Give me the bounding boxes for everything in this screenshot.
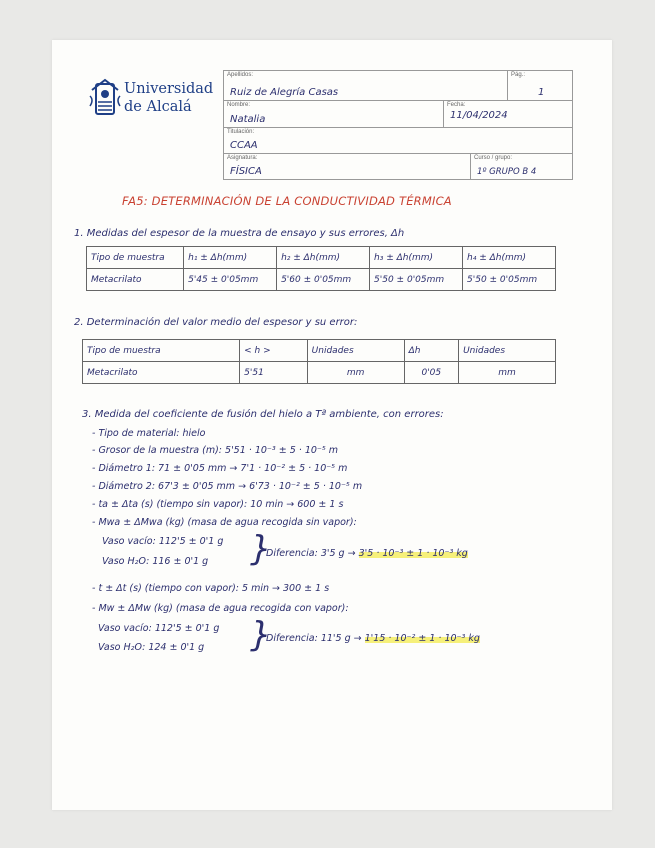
table-header-cell: Unidades — [459, 340, 556, 362]
time-no-vapor-line: - ta ± Δta (s) (tiempo sin vapor): 10 min → 600 ± 1 s — [92, 499, 344, 510]
difference1-result: 3'5 · 10⁻³ ± 1 · 10⁻³ kg — [358, 548, 468, 559]
field-label: Pág.: — [511, 72, 526, 78]
table-header-cell: Unidades — [307, 340, 404, 362]
field-label: Apellidos: — [227, 72, 254, 78]
mass-no-vapor-line: - Mwa ± ΔMwa (kg) (masa de agua recogida sin vapor): — [92, 517, 357, 528]
field-label: Asignatura: — [227, 155, 258, 161]
time-vapor-line: - t ± Δt (s) (tiempo con vapor): 5 min → 300 ± 1 s — [92, 583, 330, 594]
section3-heading: 3. Medida del coeficiente de fusión del hielo a Tª ambiente, con errores: — [82, 409, 444, 420]
field-curso — [471, 154, 572, 179]
document-sheet — [52, 40, 612, 810]
field-label: Fecha: — [447, 102, 466, 108]
table-cell: mm — [459, 362, 556, 384]
brace-icon: } — [250, 615, 272, 655]
field-pag — [508, 71, 572, 101]
table-header-cell: h₃ ± Δh(mm) — [370, 247, 463, 269]
water-glass-line: Vaso H₂O: 116 ± 0'1 g — [102, 556, 209, 567]
university-crest-icon — [88, 78, 122, 120]
table-header-cell: Tipo de muestra — [83, 340, 240, 362]
field-value: 11/04/2024 — [450, 110, 508, 121]
difference2-result: 1'15 · 10⁻² ± 1 · 10⁻³ kg — [364, 633, 480, 644]
field-label: Curso / grupo: — [474, 155, 513, 161]
table-row — [83, 362, 556, 384]
thickness-table — [86, 246, 556, 291]
difference1 — [266, 548, 468, 559]
table-cell: 5'51 — [240, 362, 308, 384]
table-cell: Metacrilato — [87, 269, 184, 291]
field-asignatura — [224, 154, 471, 179]
empty-glass-line: Vaso vacío: 112'5 ± 0'1 g — [98, 623, 220, 634]
university-logo — [88, 78, 214, 120]
field-nombre — [224, 101, 444, 128]
diameter2-line: - Diámetro 2: 67'3 ± 0'05 mm → 6'73 · 10⁻² ± 5 · 10⁻⁵ m — [92, 481, 363, 492]
university-name-line2: de Alcalá — [124, 99, 192, 115]
diameter1-line: - Diámetro 1: 71 ± 0'05 mm → 7'1 · 10⁻² ± 5 · 10⁻⁵ m — [92, 463, 348, 474]
brace-icon: } — [250, 529, 272, 569]
table-cell: mm — [307, 362, 404, 384]
section1-heading: 1. Medidas del espesor de la muestra de ensayo y sus errores, Δh — [74, 228, 405, 239]
table-header-cell: Δh — [404, 340, 458, 362]
header-form — [223, 70, 573, 180]
table-cell: 5'60 ± 0'05mm — [277, 269, 370, 291]
table-header-cell: h₁ ± Δh(mm) — [184, 247, 277, 269]
table-cell: Metacrilato — [83, 362, 240, 384]
table-header-cell: h₄ ± Δh(mm) — [463, 247, 556, 269]
section2-heading: 2. Determinación del valor medio del espesor y su error: — [74, 317, 358, 328]
field-value: CCAA — [230, 140, 258, 151]
field-value: Ruiz de Alegría Casas — [230, 87, 339, 98]
difference2-label: Diferencia: 11'5 g → — [266, 633, 362, 644]
field-value: 1 — [538, 87, 545, 98]
field-apellidos — [224, 71, 508, 101]
university-name-line1: Universidad — [124, 81, 214, 97]
field-titulacion — [224, 128, 572, 154]
difference2 — [266, 633, 480, 644]
table-header-row — [83, 340, 556, 362]
material-line: - Tipo de material: hielo — [92, 428, 206, 439]
field-label: Titulación: — [227, 129, 255, 135]
table-header-cell: < h > — [240, 340, 308, 362]
field-value: Natalia — [230, 114, 266, 125]
thickness-line: - Grosor de la muestra (m): 5'51 · 10⁻³ ± 5 · 10⁻⁵ m — [92, 445, 339, 456]
table-cell: 5'45 ± 0'05mm — [184, 269, 277, 291]
difference1-label: Diferencia: 3'5 g → — [266, 548, 356, 559]
page-title: FA5: DETERMINACIÓN DE LA CONDUCTIVIDAD TÉRMICA — [122, 194, 452, 208]
field-fecha — [444, 101, 572, 128]
table-row — [87, 269, 556, 291]
table-cell: 0'05 — [404, 362, 458, 384]
water-glass-line: Vaso H₂O: 124 ± 0'1 g — [98, 642, 205, 653]
table-header-row — [87, 247, 556, 269]
table-header-cell: Tipo de muestra — [87, 247, 184, 269]
field-value: 1º GRUPO B 4 — [477, 167, 537, 177]
table-cell: 5'50 ± 0'05mm — [463, 269, 556, 291]
table-header-cell: h₂ ± Δh(mm) — [277, 247, 370, 269]
field-value: FÍSICA — [230, 166, 262, 177]
mass-vapor-line: - Mw ± ΔMw (kg) (masa de agua recogida con vapor): — [92, 603, 349, 614]
field-label: Nombre: — [227, 102, 251, 108]
table-cell: 5'50 ± 0'05mm — [370, 269, 463, 291]
empty-glass-line: Vaso vacío: 112'5 ± 0'1 g — [102, 536, 224, 547]
mean-thickness-table — [82, 339, 556, 384]
